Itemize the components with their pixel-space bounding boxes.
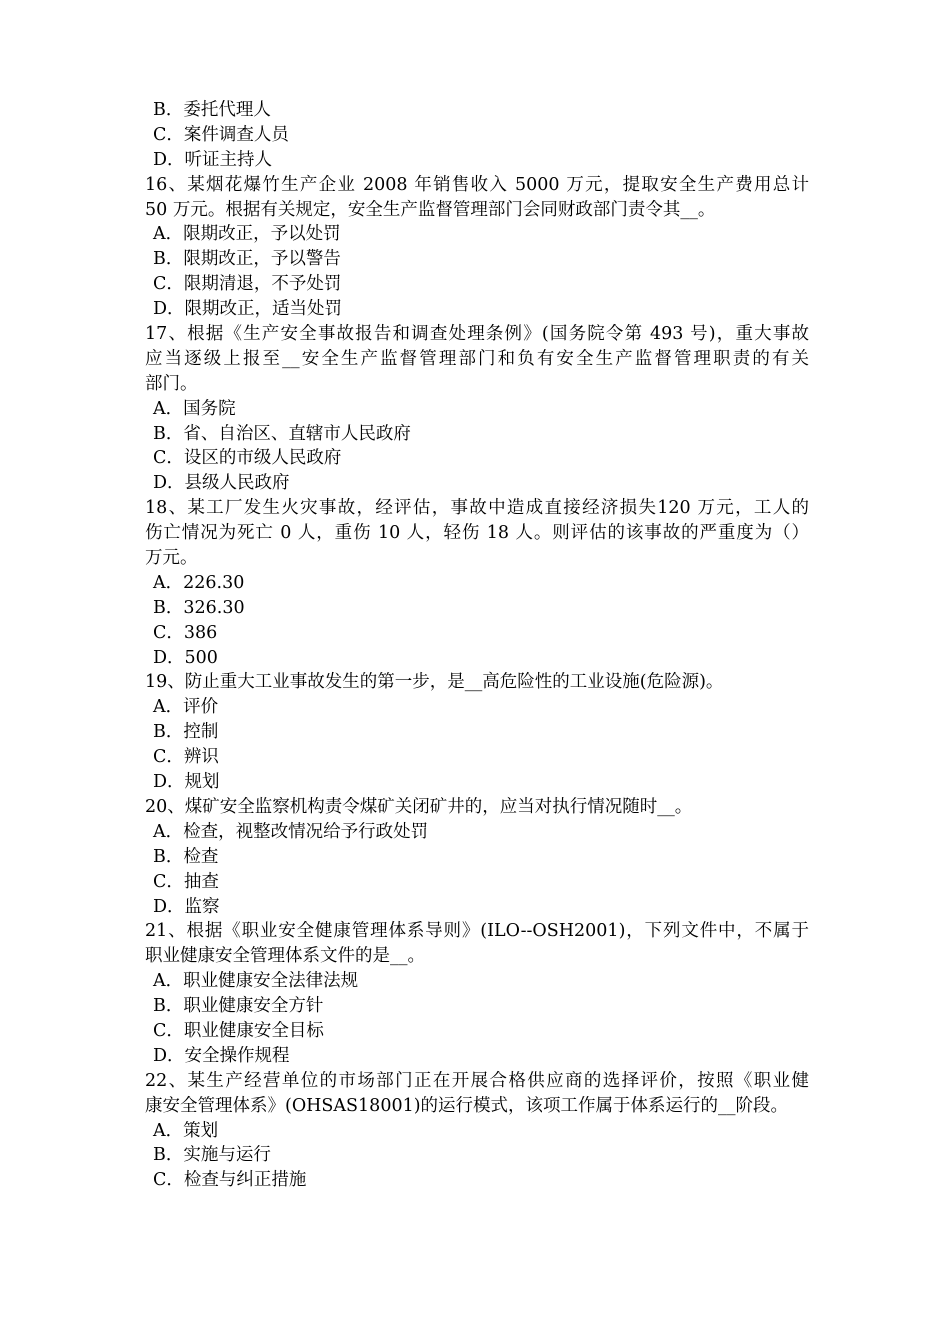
- option-line: D．听证主持人: [153, 149, 273, 170]
- option-line: D．规划: [153, 772, 220, 793]
- option-line: A．评价: [153, 697, 219, 718]
- option-line: D．限期改正，适当处罚: [153, 299, 343, 320]
- option-line: C．386: [153, 622, 218, 643]
- option-line: C．设区的市级人民政府: [153, 448, 342, 469]
- option-line: A．限期改正，予以处罚: [153, 224, 341, 245]
- option-line: B．326.30: [153, 597, 245, 618]
- option-line: D．县级人民政府: [153, 473, 290, 494]
- option-line: A．检查，视整改情况给予行政处罚: [153, 821, 429, 842]
- option-line: C．抽查: [153, 871, 219, 892]
- option-line: C．限期清退，不予处罚: [153, 274, 342, 295]
- question-18-text: 18、某工厂发生火灾事故，经评估，事故中造成直接经济损失120 万元，工人的: [145, 498, 809, 519]
- option-line: C．职业健康安全目标: [153, 1020, 324, 1041]
- question-21-text: 职业健康安全管理体系文件的是__。: [145, 946, 425, 967]
- question-18-text: 万元。: [145, 548, 198, 569]
- option-line: D．安全操作规程: [153, 1045, 290, 1066]
- option-line: B．检查: [153, 846, 219, 867]
- option-line: B．省、自治区、直辖市人民政府: [153, 423, 411, 444]
- option-line: A．国务院: [153, 398, 236, 419]
- option-line: A．226.30: [153, 572, 245, 593]
- option-line: B．委托代理人: [153, 100, 271, 120]
- question-21-text: 21、根据《职业安全健康管理体系导则》(ILO--OSH2001)，下列文件中，不属于: [145, 921, 809, 942]
- question-17-text: 17、根据《生产安全事故报告和调查处理条例》(国务院令第 493 号)，重大事故: [145, 324, 809, 345]
- option-line: C．检查与纠正措施: [153, 1170, 307, 1191]
- option-line: A．策划: [153, 1120, 219, 1141]
- question-18-text: 伤亡情况为死亡 0 人，重伤 10 人，轻伤 18 人。则评估的该事故的严重度为（）: [145, 523, 809, 544]
- question-17-text: 应当逐级上报至__安全生产监督管理部门和负有安全生产监督管理职责的有关: [145, 348, 809, 369]
- option-line: B．限期改正，予以警告: [153, 249, 341, 270]
- option-line: B．实施与运行: [153, 1145, 271, 1166]
- option-line: B．控制: [153, 722, 219, 743]
- option-line: C．案件调查人员: [153, 124, 289, 145]
- option-line: B．职业健康安全方针: [153, 996, 324, 1017]
- question-22-text: 22、某生产经营单位的市场部门正在开展合格供应商的选择评价，按照《职业健: [145, 1070, 809, 1091]
- exam-page: [145, 98, 809, 1193]
- option-line: D．监察: [153, 896, 220, 917]
- question-17-text: 部门。: [145, 373, 198, 394]
- question-19-text: 19、防止重大工业事故发生的第一步，是__高危险性的工业设施(危险源)。: [145, 672, 724, 693]
- question-16-text: 16、某烟花爆竹生产企业 2008 年销售收入 5000 万元，提取安全生产费用总计: [145, 174, 809, 195]
- question-20-text: 20、煤矿安全监察机构责令煤矿关闭矿井的，应当对执行情况随时__。: [145, 796, 693, 817]
- option-line: A．职业健康安全法律法规: [153, 971, 359, 992]
- option-line: D．500: [153, 647, 218, 668]
- option-line: C．辨识: [153, 747, 219, 768]
- question-22-text: 康安全管理体系》(OHSAS18001)的运行模式，该项工作属于体系运行的__阶段。: [145, 1095, 789, 1116]
- question-16-text: 50 万元。根据有关规定，安全生产监督管理部门会同财政部门责令其__。: [145, 199, 716, 220]
